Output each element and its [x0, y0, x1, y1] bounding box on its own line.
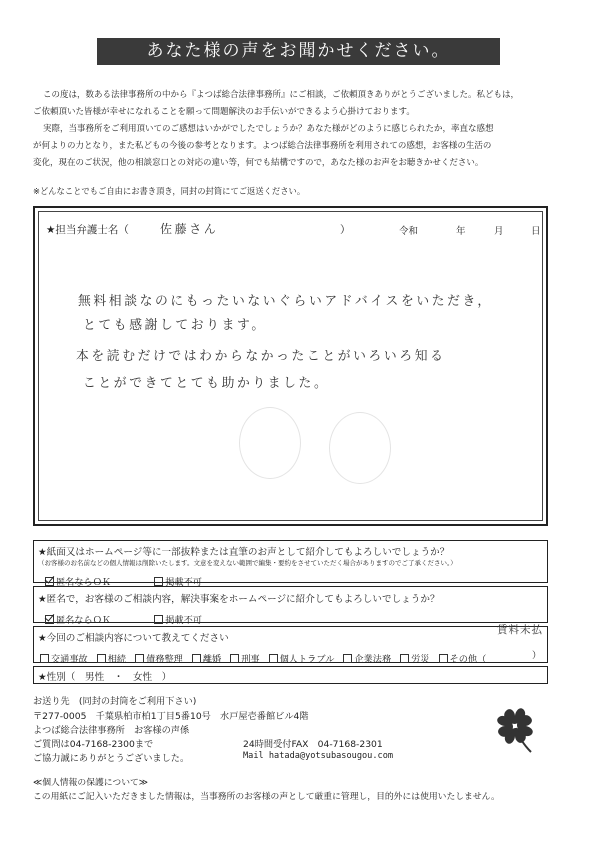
- comment-box-inner: [38, 211, 543, 521]
- date-year: 年: [456, 226, 466, 237]
- checkbox-icon[interactable]: [192, 654, 201, 663]
- category-option-inheritance[interactable]: [97, 651, 126, 665]
- checkbox-icon[interactable]: [343, 654, 352, 663]
- category-label: 労災: [411, 654, 430, 665]
- fax-number: 24時間受付FAX 04-7168-2301: [243, 739, 383, 750]
- question-category-text: ★今回のご相談内容について教えてください: [38, 633, 229, 644]
- checkbox-icon[interactable]: [230, 654, 239, 663]
- category-option-traffic[interactable]: [40, 651, 88, 665]
- checkbox-icon[interactable]: [45, 577, 54, 586]
- case-options: [45, 608, 211, 627]
- category-option-labor[interactable]: [400, 651, 429, 665]
- category-label: 離婚: [202, 654, 222, 665]
- lawyer-close: ）: [340, 224, 351, 236]
- category-label: 交通事故: [51, 654, 88, 665]
- phone-inquiry: ご質問は04-7168-2300まで: [33, 739, 154, 750]
- checkbox-icon[interactable]: [154, 577, 163, 586]
- category-label: 債務整理: [146, 654, 183, 665]
- intro-line-4: が何よりの力となり，また私どもの今後の参考となります。よつば総合法律事務所を利用されての感想，お客様の生活の: [33, 141, 492, 151]
- category-label: 企業法務: [354, 654, 392, 665]
- checkbox-icon[interactable]: [97, 654, 106, 663]
- category-option-personal[interactable]: [269, 651, 335, 665]
- intro-line-3: 実際，当事務所をご利用頂いてのご感想はいかがでしたでしょうか？あなた様がどのように感じられたか，率直な感想: [43, 124, 494, 134]
- sketch-figure-left: [239, 407, 301, 479]
- privacy-heading: ≪個人情報の保護について≫: [33, 778, 149, 788]
- category-label: 個人トラブル: [279, 654, 335, 665]
- case-refuse-option[interactable]: [154, 612, 202, 626]
- office-name: よつば総合法律事務所 お客様の声係: [33, 725, 190, 736]
- category-label: その他（: [449, 654, 487, 665]
- category-handwritten-note: 賃料未払: [497, 624, 543, 636]
- comment-line-1: 無料相談なのにもったいないぐらいアドバイスをいただき，: [78, 294, 493, 309]
- date-day: 日: [531, 226, 541, 237]
- category-option-debt[interactable]: [135, 651, 183, 665]
- question-gender-text[interactable]: ★性別（ 男性 ・ 女性 ）: [38, 672, 172, 683]
- question-publish-text: ★紙面又はホームページ等に一部抜粋または直筆のお声として紹介してもよろしいでしょうか？: [38, 547, 450, 558]
- comment-line-4: ことができてとても助かりました。: [83, 376, 330, 391]
- category-option-criminal[interactable]: [230, 651, 259, 665]
- lawyer-name-field[interactable]: 佐藤さん: [160, 222, 219, 236]
- instruction-note: ※どんなことでもご自由にお書き頂き，同封の封筒にてご返送ください。: [33, 186, 306, 196]
- intro-line-2: ご依頼頂いた皆様が幸せになれることを願って問題解決のお手伝いができるよう心掛けております。: [33, 107, 415, 117]
- category-label: 相続: [107, 654, 127, 665]
- checkbox-icon[interactable]: [400, 654, 409, 663]
- date-month: 月: [494, 226, 504, 237]
- case-refuse-label: 掲載不可: [165, 615, 202, 626]
- lawyer-label: ★担当弁護士名（: [46, 224, 129, 236]
- checkbox-icon[interactable]: [439, 654, 448, 663]
- question-case-text: ★匿名で，お客様のご相談内容，解決事案をホームページに紹介してもよろしいでしょうか？: [38, 594, 440, 605]
- privacy-text: この用紙にご記入いただきました情報は，当事務所のお客様の声として厳重に管理し，目的外には使用いたしません。: [33, 792, 500, 802]
- category-option-divorce[interactable]: [192, 651, 221, 665]
- checkbox-icon[interactable]: [40, 654, 49, 663]
- category-options: [40, 647, 486, 666]
- checkbox-icon[interactable]: [154, 615, 163, 624]
- date-reiwa: 令和: [399, 226, 419, 237]
- address: 〒277-0005 千葉県柏市柏1丁目5番10号 水戸屋壱番館ビル4階: [33, 711, 309, 722]
- thanks-message: ご協力誠にありがとうございました。: [33, 753, 190, 764]
- intro-line-5: 変化，現在のご状況，他の相談窓口との対応の違い等，何でも結構ですので，あなた様のお声をお聴きかせください。: [33, 158, 484, 168]
- category-other-close: ）: [532, 650, 542, 661]
- category-option-corporate[interactable]: [343, 651, 391, 665]
- send-to-label: お送り先 (同封の封筒をご利用下さい): [33, 696, 197, 707]
- category-option-other[interactable]: [439, 651, 487, 665]
- clover-icon: [495, 702, 545, 766]
- checkbox-icon[interactable]: [135, 654, 144, 663]
- publish-refuse-label: 掲載不可: [165, 577, 202, 588]
- email-address[interactable]: Mail hatada@yotsubasougou.com: [243, 751, 394, 761]
- publish-anonymous-label: 匿名ならＯＫ: [56, 577, 112, 588]
- intro-line-1: この度は，数ある法律事務所の中から『よつば総合法律事務所』にご相談，ご依頼頂きありがとうございました。私どもは，: [43, 90, 520, 100]
- category-label: 刑事: [241, 654, 260, 665]
- case-anonymous-label: 匿名ならＯＫ: [56, 615, 112, 626]
- sketch-figure-right: [329, 412, 391, 484]
- checkbox-icon[interactable]: [45, 615, 54, 624]
- comment-line-2: とても感謝しております。: [83, 318, 267, 333]
- page-title: あなた様の声をお聞かせください。: [97, 38, 500, 65]
- comment-line-3: 本を読むだけではわからなかったことがいろいろ知る: [76, 349, 446, 364]
- question-publish-subtext: （お客様のお名前などの個人情報は削除いたします。文意を変えない範囲で編集・要約をさせていただく場合がありますのでご了承ください。）: [38, 559, 457, 567]
- checkbox-icon[interactable]: [269, 654, 278, 663]
- case-anonymous-option[interactable]: [45, 612, 111, 626]
